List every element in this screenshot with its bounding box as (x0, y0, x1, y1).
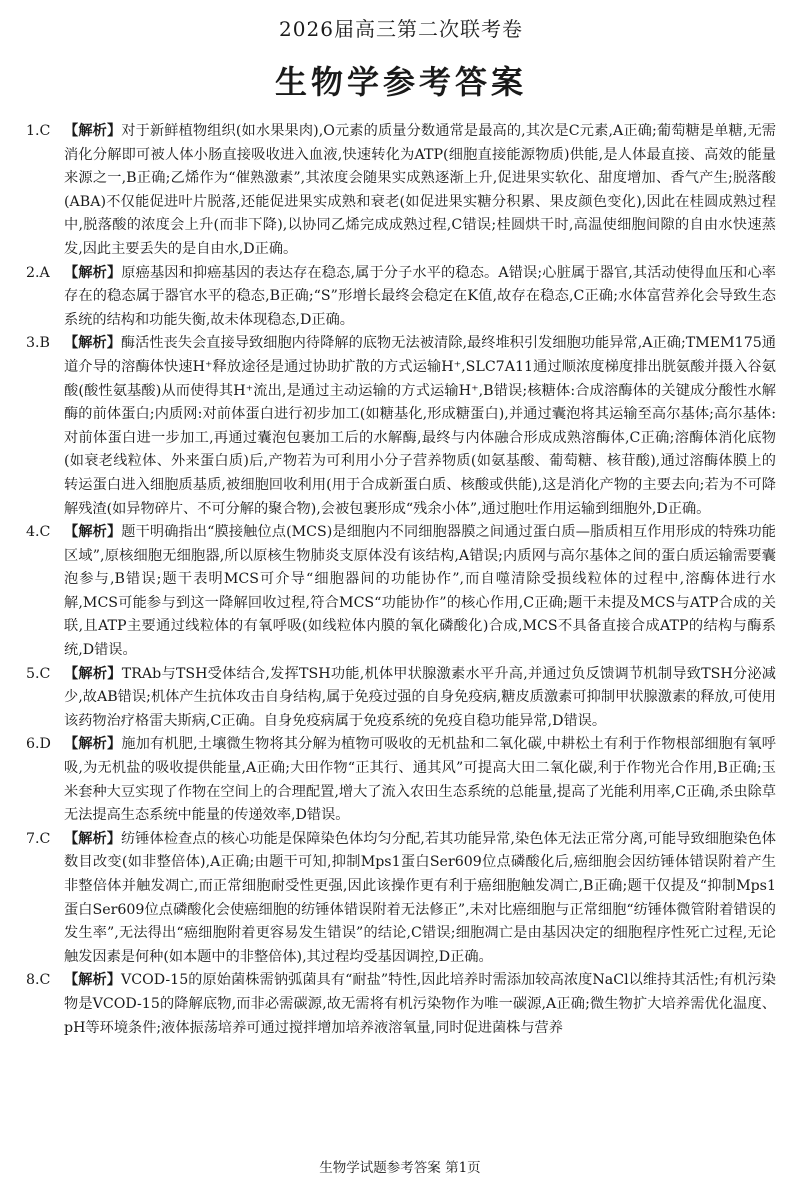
analysis-tag: 【解析】 (64, 524, 122, 541)
analysis-tag: 【解析】 (64, 123, 122, 139)
answer-item (26, 521, 776, 663)
answer-item (26, 663, 776, 734)
answer-number: 8.C (26, 972, 51, 989)
analysis-text: 题干明确指出“膜接触位点(MCS)是细胞内不同细胞器膜之间通过蛋白质—脂质相互作用形成的特殊功能区域”,原核细胞无细胞器,所以原核生物肺炎支原体没有该结构,A错误;内质网与高尔基体之间的蛋白质运输需要囊泡参与,B错误;题干表明MCS可介导“细胞器间的功能协作”,而自噬清除受损线粒体的过程中,溶酶体进行水解,MCS可能参与到这一降解回收过程,符合MCS“功能协作”的核心作用,C正确;题干未提及MCS与ATP合成的关联,且ATP主要通过线粒体的有氧呼吸(如线粒体内膜的氧化磷酸化)合成,MCS不具备直接合成ATP的结构与酶系统,D错误。 (64, 524, 776, 659)
answer-number: 3.B (26, 335, 50, 352)
analysis-tag: 【解析】 (64, 335, 121, 352)
exam-title: 2026届高三第二次联考卷 (279, 17, 523, 41)
analysis-text: 对于新鲜植物组织(如水果果肉),O元素的质量分数通常是最高的,其次是C元素,A正确;葡萄糖是单糖,无需消化分解即可被人体小肠直接吸收进入血液,快速转化为ATP(细胞直接能源物质)供能,是人体最直接、高效的能量来源之一,B正确;乙烯作为“催熟激素”,其浓度会随果实成熟逐渐上升,促进果实软化、甜度增加、香气产生;脱落酸(ABA)不仅能促进叶片脱落,还能促进果实成熟和衰老(如促进果实糖分积累、果皮颜色变化),因此在桂圆成熟过程中,脱落酸的浓度会上升(而非下降),以协同乙烯完成成熟过程,C错误;桂圆烘干时,高温使细胞间隙的自由水快速蒸发,因此主要丢失的是自由水,D正确。 (64, 123, 776, 257)
answer-item (26, 120, 776, 262)
analysis-tag: 【解析】 (64, 830, 122, 847)
page-title: 生物学参考答案 (274, 63, 527, 101)
answer-item (26, 828, 776, 970)
analysis-tag: 【解析】 (64, 736, 122, 753)
analysis-text: 原癌基因和抑癌基因的表达存在稳态,属于分子水平的稳态。A错误;心脏属于器官,其活动使得血压和心率存在的稳态属于器官水平的稳态,B正确;“S”形增长最终会稳定在K值,故存在稳态,C正确;水体富营养化会导致生态系统的结构和功能失衡,故未体现稳态,D正确。 (64, 264, 776, 328)
analysis-tag: 【解析】 (64, 972, 122, 989)
analysis-text: 纺锤体检查点的核心功能是保障染色体均匀分配,若其功能异常,染色体无法正常分离,可能导致细胞染色体数目改变(如非整倍体),A正确;由题干可知,抑制Mps1蛋白Ser609位点磷酸化后,癌细胞会因纺锤体错误附着产生非整倍体并触发凋亡,而正常细胞耐受性更强,因此该操作更有利于癌细胞触发凋亡,B正确;题干仅提及“抑制Mps1蛋白Ser609位点磷酸化会使癌细胞的纺锤体错误附着无法修正”,未对比癌细胞与正常细胞“纺锤体微管附着错误的发生率”,无法得出“癌细胞附着更容易发生错误”的结论,C错误;细胞凋亡是由基因决定的细胞程序性死亡过程,无论触发因素是何种(如本题中的非整倍体),其过程均受基因调控,D正确。 (64, 830, 776, 965)
analysis-text: VCOD-15的原始菌株需钠弧菌具有“耐盐”特性,因此培养时需添加较高浓度NaCl以维持其活性;有机污染物是VCOD-15的降解底物,而非必需碳源,故无需将有机污染物作为唯一碳源,A正确;微生物扩大培养需优化温度、pH等环境条件;液体振荡培养可通过搅拌增加培养液溶氧量,同时促进菌株与营养 (64, 972, 776, 1036)
page-footer: 生物学试题参考答案 第1页 (319, 1160, 481, 1176)
answer-number: 6.D (26, 736, 51, 753)
analysis-tag: 【解析】 (64, 264, 122, 281)
answer-number: 4.C (26, 524, 51, 541)
answer-list (26, 120, 776, 1040)
answer-number: 1.C (26, 123, 51, 139)
analysis-text: 施加有机肥,土壤微生物将其分解为植物可吸收的无机盐和二氧化碳,中耕松土有利于作物根部细胞有氧呼吸,为无机盐的吸收提供能量,A正确;大田作物“正其行、通其风”可提高大田二氧化碳,利于作物光合作用,B正确;玉米套种大豆实现了作物在空间上的合理配置,增大了流入农田生态系统的总能量,提高了光能利用率,C正确,杀虫除草无法提高生态系统中能量的传递效率,D错误。 (64, 736, 776, 824)
answer-item (26, 332, 776, 521)
answer-item (26, 969, 776, 1040)
answer-number: 7.C (26, 830, 51, 847)
analysis-text: 酶活性丧失会直接导致细胞内待降解的底物无法被清除,最终堆积引发细胞功能异常,A正确;TMEM175通道介导的溶酶体快速H⁺释放途径是通过协助扩散的方式运输H⁺,SLC7A11通过顺浓度梯度排出胱氨酸并摄入谷氨酸(酸性氨基酸)从而使得其H⁺流出,是通过主动运输的方式运输H⁺,B错误;核糖体:合成溶酶体的关键成分酸性水解酶的前体蛋白;内质网:对前体蛋白进行初步加工(如糖基化,形成糖蛋白),并通过囊泡将其运输至高尔基体;高尔基体:对前体蛋白进一步加工,再通过囊泡包裹加工后的水解酶,最终与内体融合形成成熟溶酶体,C正确;溶酶体消化底物(如衰老线粒体、外来蛋白质)后,产物若为可利用小分子营养物质(如氨基酸、葡萄糖、核苷酸),通过溶酶体膜上的转运蛋白进入细胞质基质,被细胞回收利用(用于合成新蛋白质、核酸或供能),这是消化产物的主要去向;若为不可降解残渣(如异物碎片、不可分解的聚合物),会被包裹形成“残余小体”,通过胞吐作用运输到细胞外,D正确。 (64, 335, 776, 517)
answer-number: 5.C (26, 665, 51, 682)
analysis-text: TRAb与TSH受体结合,发挥TSH功能,机体甲状腺激素水平升高,并通过负反馈调节机制导致TSH分泌减少,故AB错误;机体产生抗体攻击自身结构,属于免疫过强的自身免疫病,糖皮质激素可抑制甲状腺激素的释放,可使用该药物治疗格雷夫斯病,C正确。自身免疫病属于免疫系统的免疫自稳功能异常,D错误。 (64, 665, 776, 729)
analysis-tag: 【解析】 (64, 665, 122, 682)
answer-item (26, 262, 776, 333)
answer-number: 2.A (26, 264, 50, 281)
answer-item (26, 733, 776, 827)
